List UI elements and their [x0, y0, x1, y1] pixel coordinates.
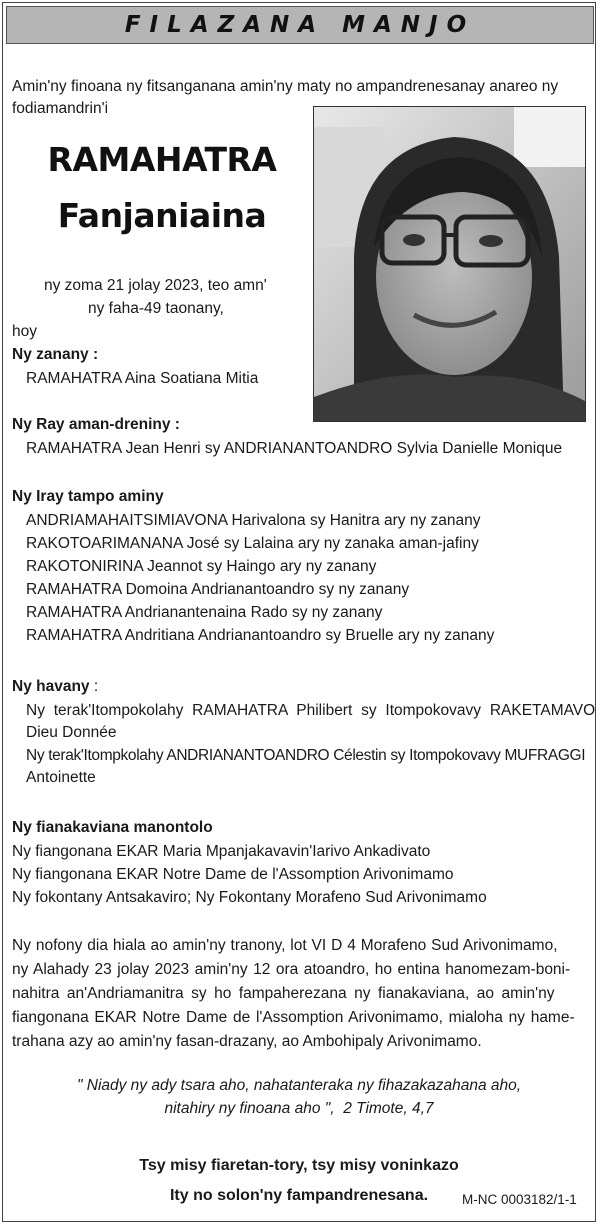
section-heading-fianakaviana: Ny fianakaviana manontolo — [12, 819, 213, 836]
footer-line-2: Ity no solon'ny fampandrenesana. — [169, 1187, 429, 1204]
reference-code: M-NC 0003182/1-1 — [462, 1192, 577, 1207]
verse-line-2-wrap — [12, 1100, 586, 1118]
footer-line-1: Tsy misy fiaretan-tory, tsy misy voninkazo — [139, 1157, 459, 1174]
verse-line-1: " Niady ny ady tsara aho, nahatanteraka ny fihazakazahana aho, — [76, 1077, 522, 1094]
section-heading-iray-tampo: Ny Iray tampo aminy — [12, 488, 164, 505]
notice-title: FILAZANA MANJO — [124, 12, 476, 38]
deceased-surname: RAMAHATRA — [47, 140, 277, 179]
list-item: Ny fokontany Antsakaviro; Ny Fokontany Morafeno Sud Arivonimamo — [12, 889, 487, 906]
list-item: Ny terak'Itompkolahy ANDRIANANTOANDRO Célestin sy Itompokovavy MUFRAGGI — [26, 747, 586, 764]
list-item: Ny terak'Itompokolahy RAMAHATRA Philibert sy Itompokovavy RAKETAMAVO — [26, 702, 596, 719]
list-item: RAMAHATRA Domoina Andrianantoandro sy ny zanany — [26, 581, 410, 598]
list-item: Dieu Donnée — [26, 724, 117, 741]
intro-line-2: fodiamandrin'i — [12, 100, 109, 117]
havany-heading-text: Ny havany — [12, 678, 90, 695]
portrait-photo — [313, 106, 586, 422]
verse-line-2: nitahiry ny finoana aho ", — [164, 1100, 335, 1117]
death-date-line-2: ny faha-49 taonany, — [88, 300, 224, 317]
list-item: RAKOTOARIMANANA José sy Lalaina ary ny zanaka aman-jafiny — [26, 535, 479, 552]
death-date-line-3: hoy — [12, 323, 37, 340]
funeral-line-2: ny Alahady 23 jolay 2023 amin'ny 12 ora atoandro, ho entina hanomezam-boni- — [12, 961, 571, 978]
list-item: RAKOTONIRINA Jeannot sy Haingo ary ny zanany — [26, 558, 377, 575]
section-heading-ray-aman-dreniny: Ny Ray aman-dreniny : — [12, 416, 180, 433]
list-item: RAMAHATRA Jean Henri sy ANDRIANANTOANDRO Sylvia Danielle Monique — [26, 440, 563, 457]
havany-heading-suffix: : — [89, 678, 99, 695]
list-item: Ny fiangonana EKAR Maria Mpanjakavavin'Iarivo Ankadivato — [12, 843, 431, 860]
section-heading-zanany: Ny zanany : — [12, 346, 99, 363]
list-item: RAMAHATRA Andrianantenaina Rado sy ny zanany — [26, 604, 383, 621]
notice-header — [6, 6, 594, 44]
list-item: RAMAHATRA Andritiana Andrianantoandro sy Bruelle ary ny zanany — [26, 627, 495, 644]
verse-reference: 2 Timote, 4,7 — [343, 1100, 434, 1117]
portrait-icon — [314, 107, 586, 422]
list-item: RAMAHATRA Aina Soatiana Mitia — [26, 370, 259, 387]
intro-line-1: Amin'ny finoana ny fitsanganana amin'ny maty no ampandrenesanay anareo ny — [12, 78, 559, 95]
section-heading-havany — [12, 676, 98, 698]
list-item: Antoinette — [26, 769, 96, 786]
list-item: ANDRIAMAHAITSIMIAVONA Harivalona sy Hanitra ary ny zanany — [26, 512, 481, 529]
funeral-line-1: Ny nofony dia hiala ao amin'ny tranony, lot VI D 4 Morafeno Sud Arivonimamo, — [12, 937, 558, 954]
funeral-line-3: nahitra an'Andriamanitra sy ho fampaherezana ny fianakaviana, ao amin'ny — [12, 985, 555, 1002]
deceased-given-name: Fanjaniaina — [57, 196, 267, 235]
funeral-line-5: trahana azy ao amin'ny fasan-drazany, ao Ambohipaly Arivonimamo. — [12, 1033, 482, 1050]
list-item: Ny fiangonana EKAR Notre Dame de l'Assomption Arivonimamo — [12, 866, 454, 883]
death-date-line-1: ny zoma 21 jolay 2023, teo amn' — [44, 277, 267, 294]
funeral-line-4: fiangonana EKAR Notre Dame de l'Assomption Arivonimamo, mialoha ny hame- — [12, 1009, 575, 1026]
